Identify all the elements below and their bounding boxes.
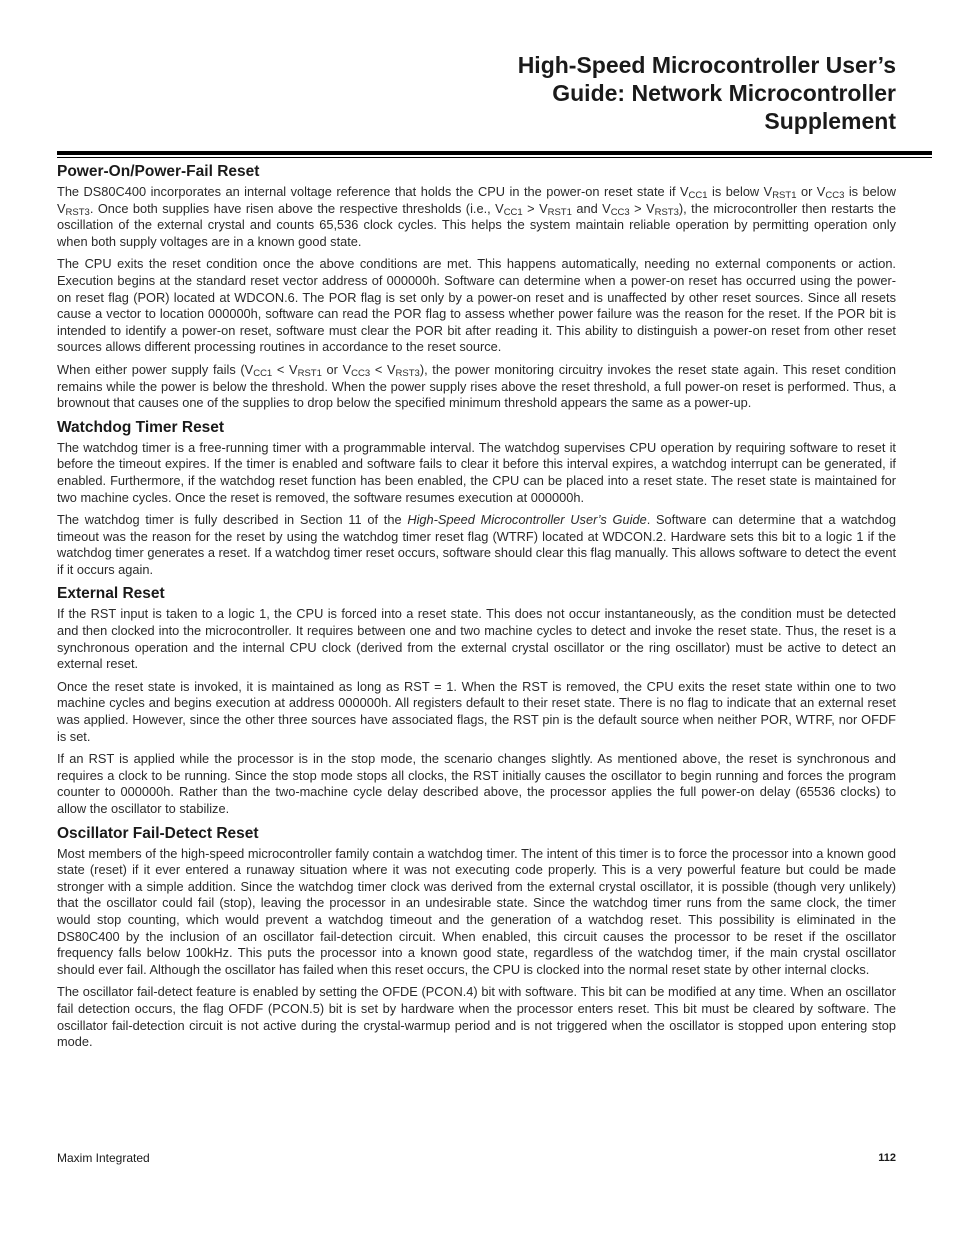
paragraph: The watchdog timer is fully described in Section 11 of the High-Speed Microcontroller User’s Guide. Software can determine that a watchdog timeout was the reason for the reset by using the watchdog timer reset flag (WTRF) located at WDCON.2. Hardware sets this bit to a logic 1 if the watchdog timer generates a reset. If a watchdog timer reset occurs, software should clear this flag manually. This allows software to detect the event if it occurs again. [57, 512, 896, 577]
header-rule-thick [57, 151, 932, 155]
document-title [296, 51, 896, 135]
footer-page-number: 112 [878, 1152, 896, 1164]
title-line-3: Supplement [764, 108, 896, 134]
paragraph: Once the reset state is invoked, it is maintained as long as RST = 1. When the RST is removed, the CPU exits the reset state within one to two machine cycles and begins execution at address 000000h. All registers default to their reset state. There is no flag to indicate that an external reset was applied. However, since the other three sources have associated flags, the RST pin is the default source when neither POR, WTRF, nor OFDF is set. [57, 678, 896, 744]
paragraph: If an RST is applied while the processor is in the stop mode, the scenario changes slightly. As mentioned above, the reset is synchronous and requires a clock to be running. Since the stop mode stops all clocks, the RST initially causes the oscillator to begin running and forces the program counter to 000000h. Rather than the two-machine cycle delay described above, the processor applies the full power-on delay (65536 clocks) to allow the oscillator to stabilize. [57, 751, 896, 816]
paragraph: The watchdog timer is a free-running timer with a programmable interval. The watchdog supervises CPU operation by requiring software to reset it before the timeout expires. If the timer is enabled and software fails to clear it before this interval expires, a watchdog interrupt can be generated, if enabled. Furthermore, if the watchdog reset function has been enabled, the CPU can be placed into a reset state. The reset state is maintained for two machine cycles. Once the reset is removed, the software resumes execution at 000000h. [57, 439, 896, 505]
section-power-on-reset [57, 162, 896, 412]
paragraph: The DS80C400 incorporates an internal voltage reference that holds the CPU in the power-on reset state if $V_{CC1}$ is below $V_{RST1}$ or $V_{CC3}$ is below $V_{RST3}$. Once both supplies have risen above the respective thresholds (i.e., $V_{CC1} > V_{RST1}$ and $V_{CC3} > V_{RST3}$), the microcontroller then restarts the oscillation of the external crystal and counts 65,536 clock cycles. This helps the system maintain reliable operation by permitting operation only when both supply voltages are in a known good state. [57, 184, 897, 249]
section-heading: Power-On/Power-Fail Reset [57, 163, 260, 180]
section-heading: Oscillator Fail-Detect Reset [57, 824, 259, 842]
section-watchdog-reset [57, 418, 896, 579]
title-line-1: High-Speed Microcontroller User’s [517, 52, 896, 78]
paragraph: If the RST input is taken to a logic 1, the CPU is forced into a reset state. This does not occur instantaneously, as the condition must be detected and then clocked into the microcontroller. It requires between one and two machine cycles to detect and invoke the reset state. Thus, the reset is a synchronous operation and the internal CPU clock (derived from the external crystal oscillator or the ring oscillator) must be active to detect an external reset. [57, 606, 896, 672]
paragraph: The oscillator fail-detect feature is enabled by setting the OFDE (PCON.4) bit with software. This bit can be modified at any time. When an oscillator fail detection occurs, the flag OFDF (PCON.5) bit is set by hardware when the processor enters reset. This bit must be cleared by software. The oscillator fail-detection circuit is not active during the crystal-warmup period and is not triggered when the oscillator is stopped upon entering stop mode. [57, 984, 896, 1050]
section-heading: External Reset [57, 585, 165, 603]
paragraph: The CPU exits the reset condition once the above conditions are met. This happens automatically, needing no external components or action. Execution begins at the standard reset vector address of 000000h. Software can determine when a power-on reset has occurred using the power-on reset flag (POR) located at WDCON.6. The POR flag is set only by a power-on reset and is unaffected by other reset sources. Since all resets cause a vector to location 000000h, software can read the POR flag to assess whether power failure was the reason for the reset. If the POR bit is intended to identify a power-on reset, software must clear the POR bit after reading it. This ability to distinguish a power-on reset from other reset sources allows different processing routines in accordance to the reset source. [57, 256, 896, 355]
title-line-2: Guide: Network Microcontroller [552, 80, 896, 106]
section-external-reset [57, 584, 896, 817]
section-heading: Watchdog Timer Reset [57, 418, 225, 436]
paragraph: Most members of the high-speed microcontroller family contain a watchdog timer. The intent of this timer is to force the processor into a known good state (reset) if it ever entered a runaway situation where it was not executing code properly. This is a very powerful feature but could be made stronger with a simple addition. Since the watchdog timer clock was derived from the external crystal oscillator, it is possible (though very unlikely) that the oscillator could fail (stop), leaving the processor in an undesirable state. Since the watchdog timer runs from the same clock, the timer would stop counting, which would prevent a watchdog timeout and the generation of a watchdog reset. This possibility is eliminated in the DS80C400 by the inclusion of an oscillator fail-detection circuit. When enabled, this circuit causes the processor to be reset if the oscillator frequency falls below 100kHz. This puts the processor into a known good state, regardless of the watchdog timer, if the main crystal oscillator should ever fail. Although the oscillator has failed when this reset occurs, the CPU is clocked into the normal reset state by other internal clocks. [57, 845, 896, 977]
header-rule-thin [57, 157, 932, 158]
paragraph: When either power supply fails ($V_{CC1} < V_{RST1}$ or $V_{CC3} < V_{RST3}$), the power monitoring circuitry invokes the reset state again. This reset condition remains while the power is below the threshold. When the power supply rises above the reset threshold, a full power-on reset is performed. Thus, a brownout that causes one of the supplies to drop below the specified minimum threshold appears the same as a power-up. [57, 361, 897, 411]
section-oscillator-fail-reset [57, 824, 896, 1051]
footer-company: Maxim Integrated [57, 1151, 150, 1165]
document-body [57, 162, 896, 1057]
